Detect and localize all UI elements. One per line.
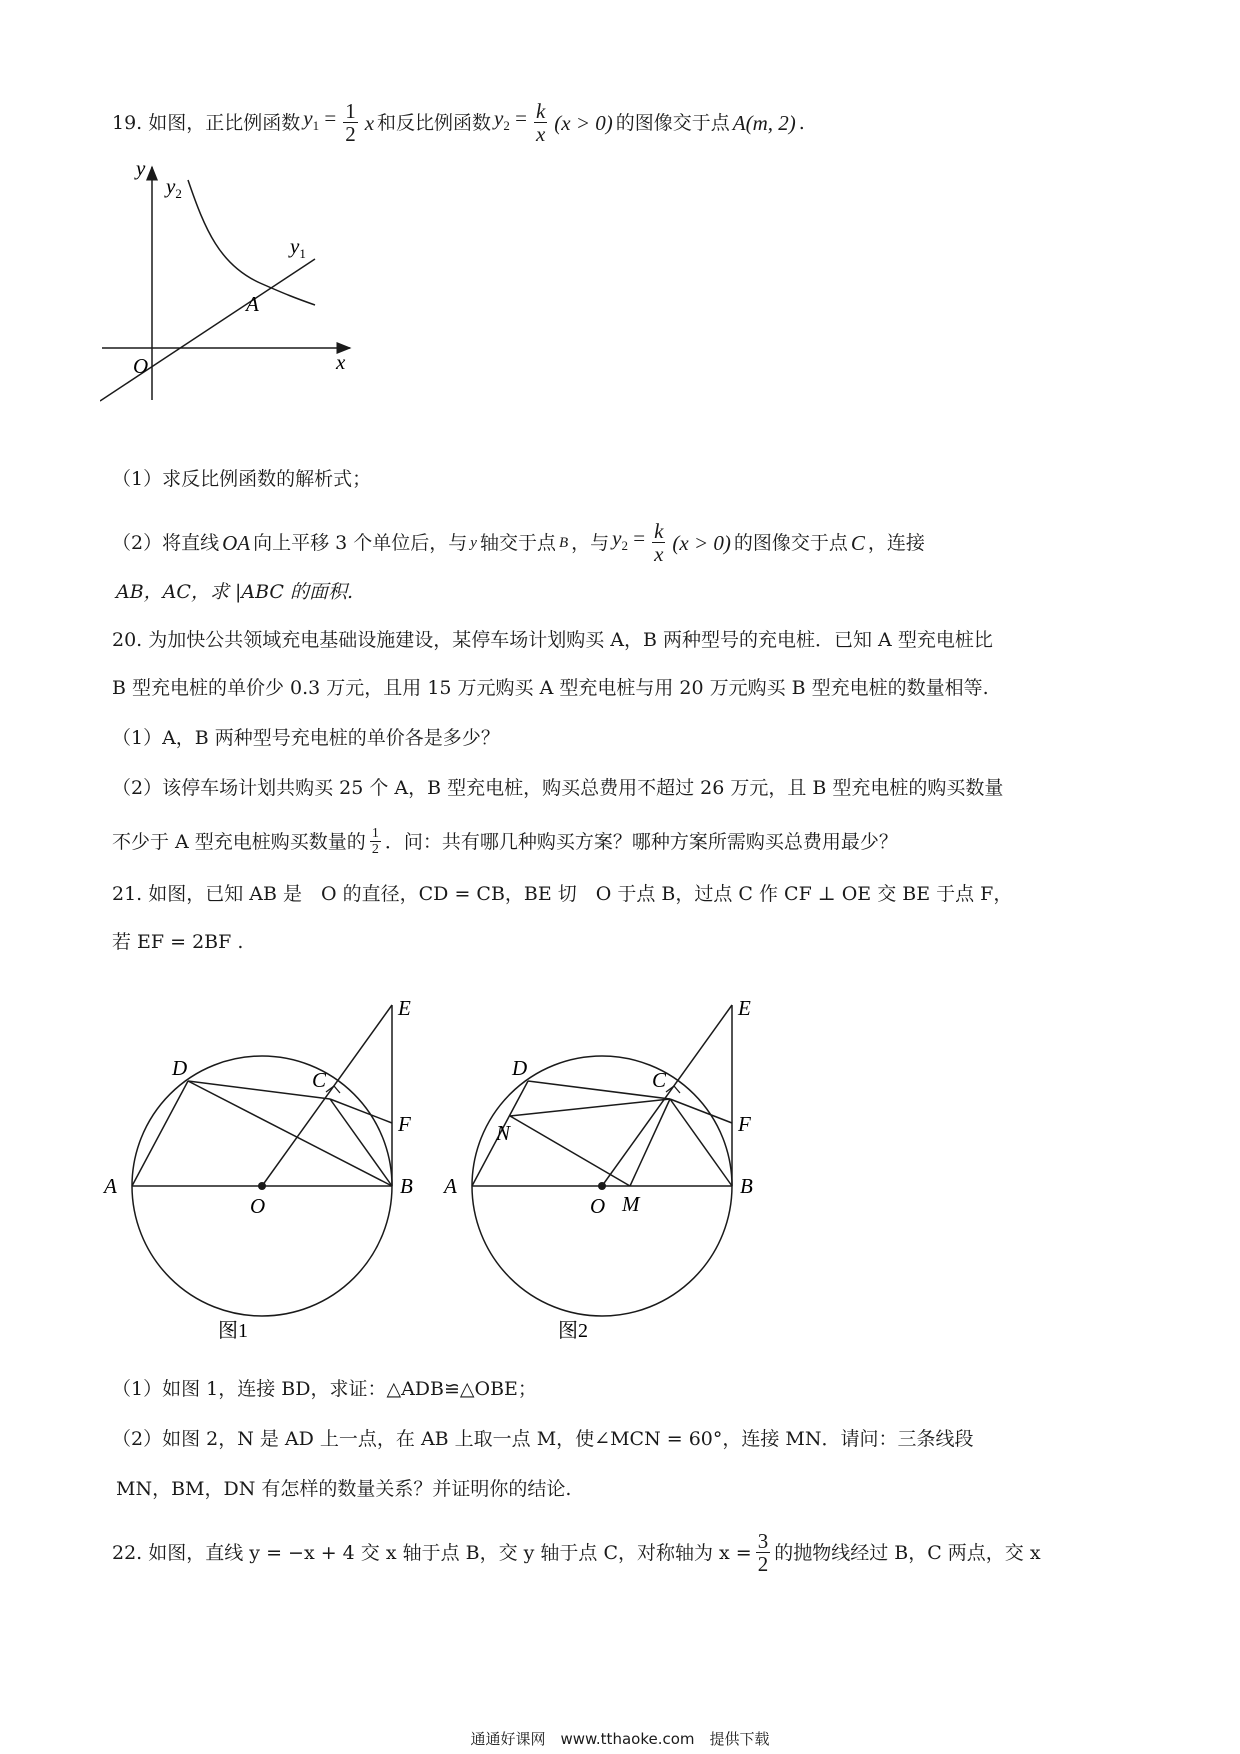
q19-p2-oa: OA — [222, 530, 251, 555]
label-c: C — [312, 1068, 327, 1092]
q21-figure-2 — [440, 985, 770, 1345]
fig2-caption: 图2 — [558, 1320, 588, 1342]
label-a: A — [444, 1174, 457, 1198]
q19-p2-b: B — [558, 534, 569, 551]
label-a: A — [104, 1174, 117, 1198]
q19-p2-mid2: 轴交于点 — [479, 531, 556, 554]
q19-p2-prefix: （2）将直线 — [112, 531, 220, 554]
center-dot — [258, 1182, 266, 1190]
q21-figure-1 — [100, 985, 430, 1345]
q19-y2: $y_2$ = — [494, 106, 527, 134]
q19-p2-c: C — [850, 530, 865, 555]
q22-tail: 的抛物线经过 B，C 两点，交 x — [774, 1541, 1041, 1564]
right-angle-mark — [326, 1086, 340, 1093]
segment-dc — [528, 1081, 670, 1099]
q19-cond: (x > 0) — [554, 110, 613, 135]
q19-point-a: A(m, 2) — [732, 110, 796, 135]
label-f: F — [738, 1112, 751, 1136]
label-e: E — [398, 996, 411, 1020]
page-footer: 通通好课网 www.tthaoke.com 提供下载 — [470, 1730, 770, 1748]
q19-part2-line2: AB，AC，求 |ABC 的面积. — [116, 581, 354, 603]
q19-period: . — [798, 111, 805, 134]
label-o: O — [590, 1194, 606, 1218]
q21-part1: （1）如图 1，连接 BD，求证：△ADB≌△OBE； — [112, 1378, 537, 1400]
label-e: E — [738, 996, 751, 1020]
q20-part2-line2 — [112, 826, 898, 857]
q19-p2-y: y — [470, 534, 477, 551]
segment-dc — [188, 1081, 330, 1099]
q19-part1: （1）求反比例函数的解析式； — [112, 468, 372, 490]
q19-p2-tail: 的图像交于点 — [733, 531, 848, 554]
q19-tail: 的图像交于点 — [615, 111, 730, 134]
label-d: D — [512, 1056, 528, 1080]
q19-p2-end: ，连接 — [867, 531, 925, 554]
y-axis-label: y — [136, 156, 146, 180]
q21-part2-line2: MN，BM，DN 有怎样的数量关系？并证明你的结论. — [116, 1478, 572, 1500]
segment-nc — [510, 1099, 670, 1116]
segment-nm — [510, 1116, 630, 1186]
q20-line1: 20. 为加快公共领域充电基础设施建设，某停车场计划购买 A，B 两种型号的充电桩．已知 A 型充电桩比 — [112, 629, 993, 651]
q20-part2: （2）该停车场计划共购买 25 个 A，B 型充电桩，购买总费用不超过 26 万元，且 B 型充电桩的购买数量 — [112, 777, 1004, 799]
label-b: B — [400, 1174, 413, 1198]
segment-cm — [630, 1099, 670, 1186]
q19-p2-k-over-x: $\frac{k}{x}$ — [654, 519, 664, 566]
q21-line2: 若 EF = 2BF . — [112, 931, 244, 953]
label-d: D — [172, 1056, 188, 1080]
label-n: N — [496, 1121, 511, 1145]
label-f: F — [398, 1112, 411, 1136]
label-b: B — [740, 1174, 753, 1198]
q22-statement — [112, 1530, 1041, 1575]
q19-p2-mid3: ，与 — [571, 531, 610, 554]
q20-p2b-prefix: 不少于 A 型充电桩购买数量的 — [112, 830, 366, 853]
segment-ad — [132, 1081, 188, 1186]
q20-half-fraction: $\frac{1}{2}$ — [371, 826, 379, 857]
q21-part2: （2）如图 2，N 是 AD 上一点，在 AB 上取一点 M，使∠MCN = 60°，连接 MN．请问：三条线段 — [112, 1428, 974, 1450]
q19-y1: $y_1$ = — [303, 106, 337, 134]
q19-mid: 和反比例函数 — [377, 111, 492, 134]
y2-label: $y_2$ — [166, 174, 182, 201]
center-dot — [598, 1182, 606, 1190]
y1-label: $y_1$ — [290, 234, 306, 261]
label-c: C — [652, 1068, 667, 1092]
line-y1 — [100, 259, 315, 401]
q19-p2-cond: (x > 0) — [672, 530, 731, 555]
q22-fraction: $\frac{3}{2}$ — [757, 1529, 769, 1576]
fig1-caption: 图1 — [218, 1320, 248, 1342]
segment-cb — [670, 1099, 732, 1186]
q19-prefix: 19. 如图，正比例函数 — [112, 111, 301, 134]
label-m: M — [622, 1192, 640, 1216]
label-o: O — [250, 1194, 266, 1218]
q21-line1: 21. 如图，已知 AB 是 O 的直径，CD = CB，BE 切 O 于点 B，过点 C 作 CF ⊥ OE 交 BE 于点 F， — [112, 883, 1013, 905]
q20-p2b-tail: ．问：共有哪几种购买方案？哪种方案所需购买总费用最少？ — [384, 830, 898, 853]
q19-half-fraction: $\frac{1}{2}$ — [345, 99, 356, 146]
segment-cb — [330, 1099, 392, 1186]
q19-p2-mid1: 向上平移 3 个单位后，与 — [253, 531, 468, 554]
right-angle-mark — [666, 1086, 680, 1093]
q19-graph — [100, 155, 370, 415]
q19-statement — [112, 100, 805, 145]
q19-p2-y2: $y_2$ = — [612, 526, 646, 554]
q20-line2: B 型充电桩的单价少 0.3 万元，且用 15 万元购买 A 型充电桩与用 20 万元购买 B 型充电桩的数量相等. — [112, 677, 989, 699]
segment-db — [188, 1081, 392, 1186]
q19-part2 — [112, 520, 925, 565]
q22-prefix: 22. 如图，直线 y = −x + 4 交 x 轴于点 B，交 y 轴于点 C，对称轴为 x = — [112, 1541, 752, 1564]
x-axis-label: x — [336, 350, 346, 374]
origin-label: O — [133, 354, 149, 378]
q19-x: x — [364, 110, 375, 135]
q19-k-over-x: $\frac{k}{x}$ — [535, 99, 546, 146]
q20-part1: （1）A，B 两种型号充电桩的单价各是多少？ — [112, 727, 500, 749]
point-a-label: A — [246, 292, 259, 316]
